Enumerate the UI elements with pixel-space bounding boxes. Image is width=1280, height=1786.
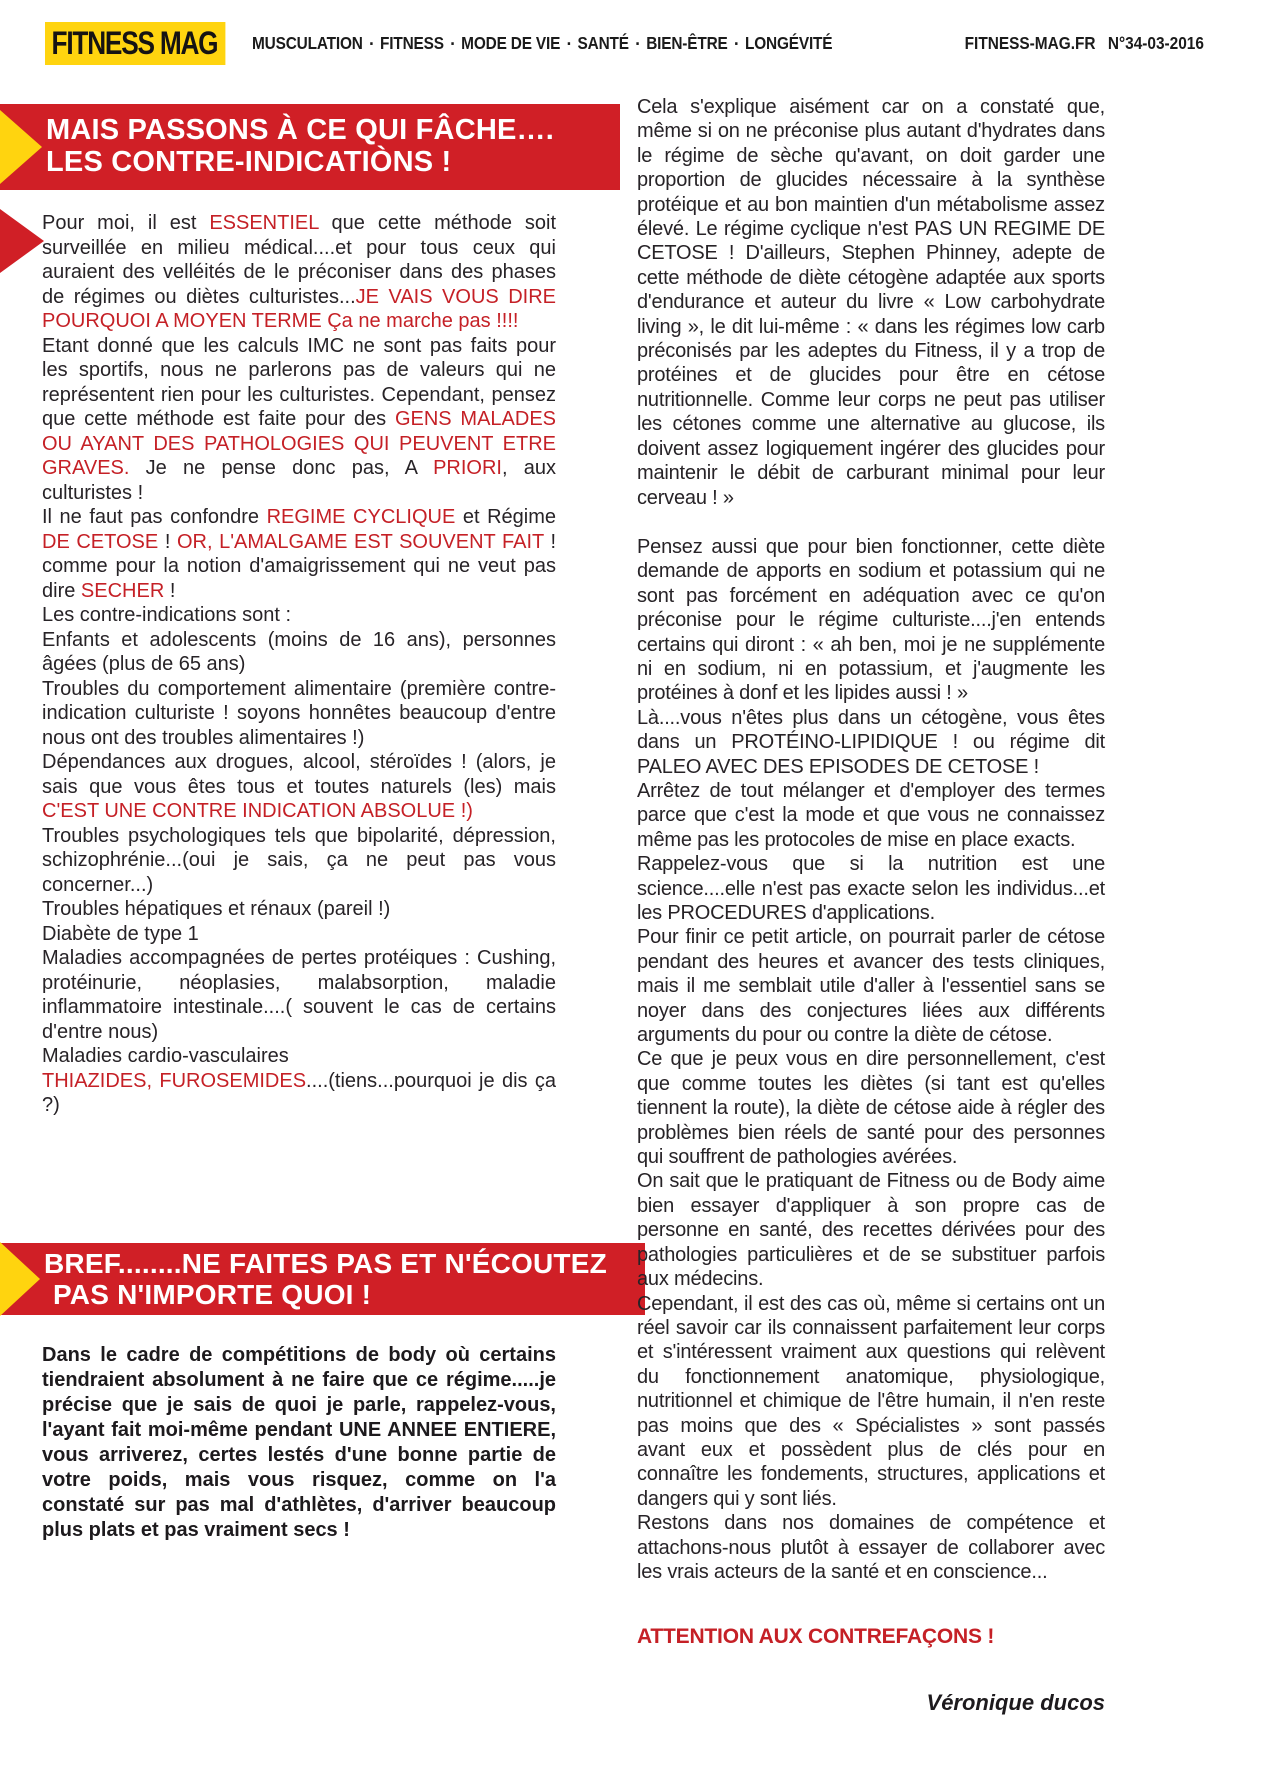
- article-left-column: [42, 211, 556, 1118]
- highlighted-text: REGIME CYCLIQUE: [266, 506, 456, 528]
- paragraph: Ce que je peux vous en dire personnellement, c'est que comme toutes les diètes (si tant est qu'elles tiennent la route), la diète de cétose aide à régler des problèmes bien réels de santé pour des personnes qui souffrent de pathologies avérées.: [637, 1048, 1105, 1169]
- paragraph: Restons dans nos domaines de compétence et attachons-nous plutôt à essayer de collaborer avec les vrais acteurs de la santé et en conscience...: [637, 1512, 1105, 1583]
- highlighted-text: DE CETOSE: [42, 530, 159, 553]
- nav-item: MUSCULATION: [252, 33, 363, 53]
- section-banner-bref: [0, 1243, 645, 1315]
- paragraph: Pour moi, il est ESSENTIEL que cette méthode soit surveillée en milieu médical....et pour tous ceux qui auraient des velléités de le préconiser dans des phases de régimes ou diètes culturistes...JE VAIS VOUS DIRE POURQUOI A MOYEN TERME Ça ne marche pas !!!!: [42, 212, 556, 332]
- nav-bullet-icon: ▪: [369, 38, 373, 50]
- highlighted-text: GENS MALADES OU AYANT DES PATHOLOGIES QUI PEUVENT ETRE GRAVES.: [42, 408, 557, 479]
- nav-bullet-icon: ▪: [567, 38, 571, 50]
- red-arrow-icon: [0, 209, 44, 273]
- nav-bullet-icon: ▪: [450, 38, 455, 50]
- nav-item: LONGÉVITÉ: [744, 33, 833, 53]
- header-nav: [252, 33, 832, 54]
- paragraph: Là....vous n'êtes plus dans un cétogène, vous êtes dans un PROTÉINO-LIPIDIQUE ! ou régime dit PALEO AVEC DES EPISODES DE CETOSE !: [637, 706, 1105, 778]
- paragraph: Troubles hépatiques et rénaux (pareil !): [42, 898, 391, 920]
- yellow-arrow-icon: [0, 110, 42, 184]
- paragraph: Troubles du comportement alimentaire (première contre-indication culturiste ! soyons honnêtes beaucoup d'entre nous ont des troubles alimentaires !): [42, 677, 556, 749]
- paragraph: On sait que le pratiquant de Fitness ou de Body aime bien essayer d'appliquer à son propre cas de personne en santé, des recettes dérivées pour des pathologies particulières et de se substituer parfois aux médecins.: [637, 1170, 1105, 1291]
- highlighted-text: C'EST UNE CONTRE INDICATION ABSOLUE !): [42, 800, 473, 822]
- paragraph: Arrêtez de tout mélanger et d'employer des termes parce que c'est la mode et que vous ne connaissez même pas les protocoles de mise en place exacts.: [637, 779, 1105, 851]
- article-right-column: [637, 95, 1105, 1584]
- magazine-logo: FITNESS MAG: [45, 22, 226, 65]
- paragraph: Il ne faut pas confondre REGIME CYCLIQUE et Régime DE CETOSE ! OR, L'AMALGAME EST SOUVENT FAIT ! comme pour la notion d'amaigrissement qui ne veut pas dire SECHER !: [42, 506, 557, 602]
- nav-item: SANTÉ: [577, 33, 629, 53]
- author-signature: Véronique ducos: [926, 1690, 1105, 1715]
- highlighted-text: PRIORI: [433, 457, 502, 479]
- highlighted-text: OR, L'AMALGAME EST SOUVENT FAIT: [176, 530, 544, 553]
- nav-item: FITNESS: [380, 33, 444, 53]
- nav-bullet-icon: ▪: [635, 38, 640, 50]
- banner1-line2: LES CONTRE-INDICATIÒNS !: [46, 146, 452, 178]
- nav-item: BIEN-ÊTRE: [646, 33, 728, 53]
- banner2-line1: BREF........NE FAITES PAS ET N'ÉCOUTEZ: [44, 1248, 607, 1279]
- banner1-line1: MAIS PASSONS À CE QUI FÂCHE….: [46, 114, 554, 146]
- paragraph: Rappelez-vous que si la nutrition est une science....elle n'est pas exacte selon les individus...et les PROCEDURES d'applications.: [637, 853, 1105, 924]
- paragraph: Maladies cardio-vasculaires: [42, 1045, 289, 1067]
- highlighted-text: ESSENTIEL: [209, 212, 319, 234]
- issue-number: N°34-03-2016: [1107, 33, 1204, 53]
- header-issue: [965, 33, 1204, 54]
- paragraph: Cependant, il est des cas où, même si certains ont un réel savoir car ils connaissent parfaitement leur corps et s'intéressent vraiment aux questions qui relèvent du fonctionnement anatomique, physiologique, nutritionnel et chimique de l'être humain, il n'en reste pas moins que des « Spécialistes » sont passés avant eux et possèdent plus de clés pour en connaître les fondements, structures, applications et dangers qui y sont liés.: [637, 1292, 1105, 1510]
- paragraph: Enfants et adolescents (moins de 16 ans), personnes âgées (plus de 65 ans): [42, 628, 556, 675]
- banner2-line2: PAS N'IMPORTE QUOI !: [53, 1279, 372, 1310]
- paragraph: Etant donné que les calculs IMC ne sont pas faits pour les sportifs, nous ne parlerons pas de valeurs qui ne représentent rien pour les culturistes. Cependant, pensez que cette méthode est faite pour des GENS MALADES OU AYANT DES PATHOLOGIES QUI PEUVENT ETRE GRAVES. Je ne pense donc pas, A PRIORI, aux culturistes !: [42, 334, 557, 504]
- highlighted-text: JE VAIS VOUS DIRE POURQUOI A MOYEN TERME Ça ne marche pas !!!!: [42, 285, 556, 332]
- section-banner-contre-indications: [0, 104, 620, 190]
- nav-bullet-icon: ▪: [734, 38, 738, 50]
- paragraph: Troubles psychologiques tels que bipolarité, dépression, schizophrénie...(oui je sais, ça ne peut pas vous concerner...): [42, 824, 556, 896]
- paragraph: Les contre-indications sont :: [42, 604, 292, 626]
- nav-item: MODE DE VIE: [461, 33, 561, 53]
- paragraph: Maladies accompagnées de pertes protéiques : Cushing, protéinurie, néoplasies, malabsorption, maladie inflammatoire intestinale....( souvent le cas de certains d'entre nous): [42, 947, 556, 1043]
- left-column-bold-paragraph: Dans le cadre de compétitions de body où certains tiendraient absolument à ne faire que ce régime.....je précise que je sais de quoi je parle, rappelez-vous, l'ayant fait moi-même pendant UNE ANNEE ENTIERE, vous arriverez, certes lestés d'une bonne partie de votre poids, mais vous risquez, comme on l'a constaté sur pas mal d'athlètes, d'arriver beaucoup plus plats et pas vraiment secs !: [42, 1344, 556, 1541]
- highlighted-text: SECHER: [80, 579, 165, 602]
- paragraph: Pour finir ce petit article, on pourrait parler de cétose pendant des heures et avancer des tests cliniques, mais il me semblait utile d'aller à l'essentiel sans se noyer dans des conjectures liées aux différents arguments du pour ou contre la diète de cétose.: [637, 926, 1105, 1047]
- paragraph: Pensez aussi que pour bien fonctionner, cette diète demande de apports en sodium et potassium qui ne sont pas forcément en adéquation avec ce qu'on préconise pour le régime culturiste....j'en entends certains qui diront : « ah ben, moi je ne supplémente ni en sodium, ni en potassium, et j'augmente les protéines à donf et les lipides aussi ! »: [637, 535, 1105, 705]
- highlighted-text: THIAZIDES, FUROSEMIDES: [42, 1069, 307, 1092]
- paragraph: Cela s'explique aisément car on a constaté que, même si on ne préconise plus autant d'hydrates dans le régime de sèche qu'avant, on doit garder une proportion de glucides nécessaire à la synthèse protéique et au bon maintien d'un métabolisme assez élevé. Le régime cyclique n'est PAS UN REGIME DE CETOSE ! D'ailleurs, Stephen Phinney, adepte de cette méthode de diète cétogène adaptée aux sports d'endurance et auteur du livre « Low carbohydrate living », le dit lui-même : « dans les régimes low carb préconisés par les adeptes du Fitness, il y a trop de protéines et de glucides pour être en cétose nutritionnelle. Comme leur corps ne peut pas utiliser les cétones comme une alternative au glucose, ils doivent assez logiquement ingérer des glucides pour maintenir le débit de carburant minimal pour leur cerveau ! »: [637, 96, 1105, 509]
- paragraph: THIAZIDES, FUROSEMIDES....(tiens...pourquoi je dis ça ?): [42, 1069, 556, 1116]
- site-url: FITNESS-MAG.FR: [964, 33, 1096, 53]
- warning-text: ATTENTION AUX CONTREFAÇONS !: [637, 1625, 995, 1648]
- paragraph: Dépendances aux drogues, alcool, stéroïdes ! (alors, je sais que vous êtes tous et toutes naturels (les) mais C'EST UNE CONTRE INDICATION ABSOLUE !): [42, 751, 556, 822]
- paragraph: Diabète de type 1: [42, 922, 199, 945]
- yellow-arrow-icon: [0, 1242, 40, 1316]
